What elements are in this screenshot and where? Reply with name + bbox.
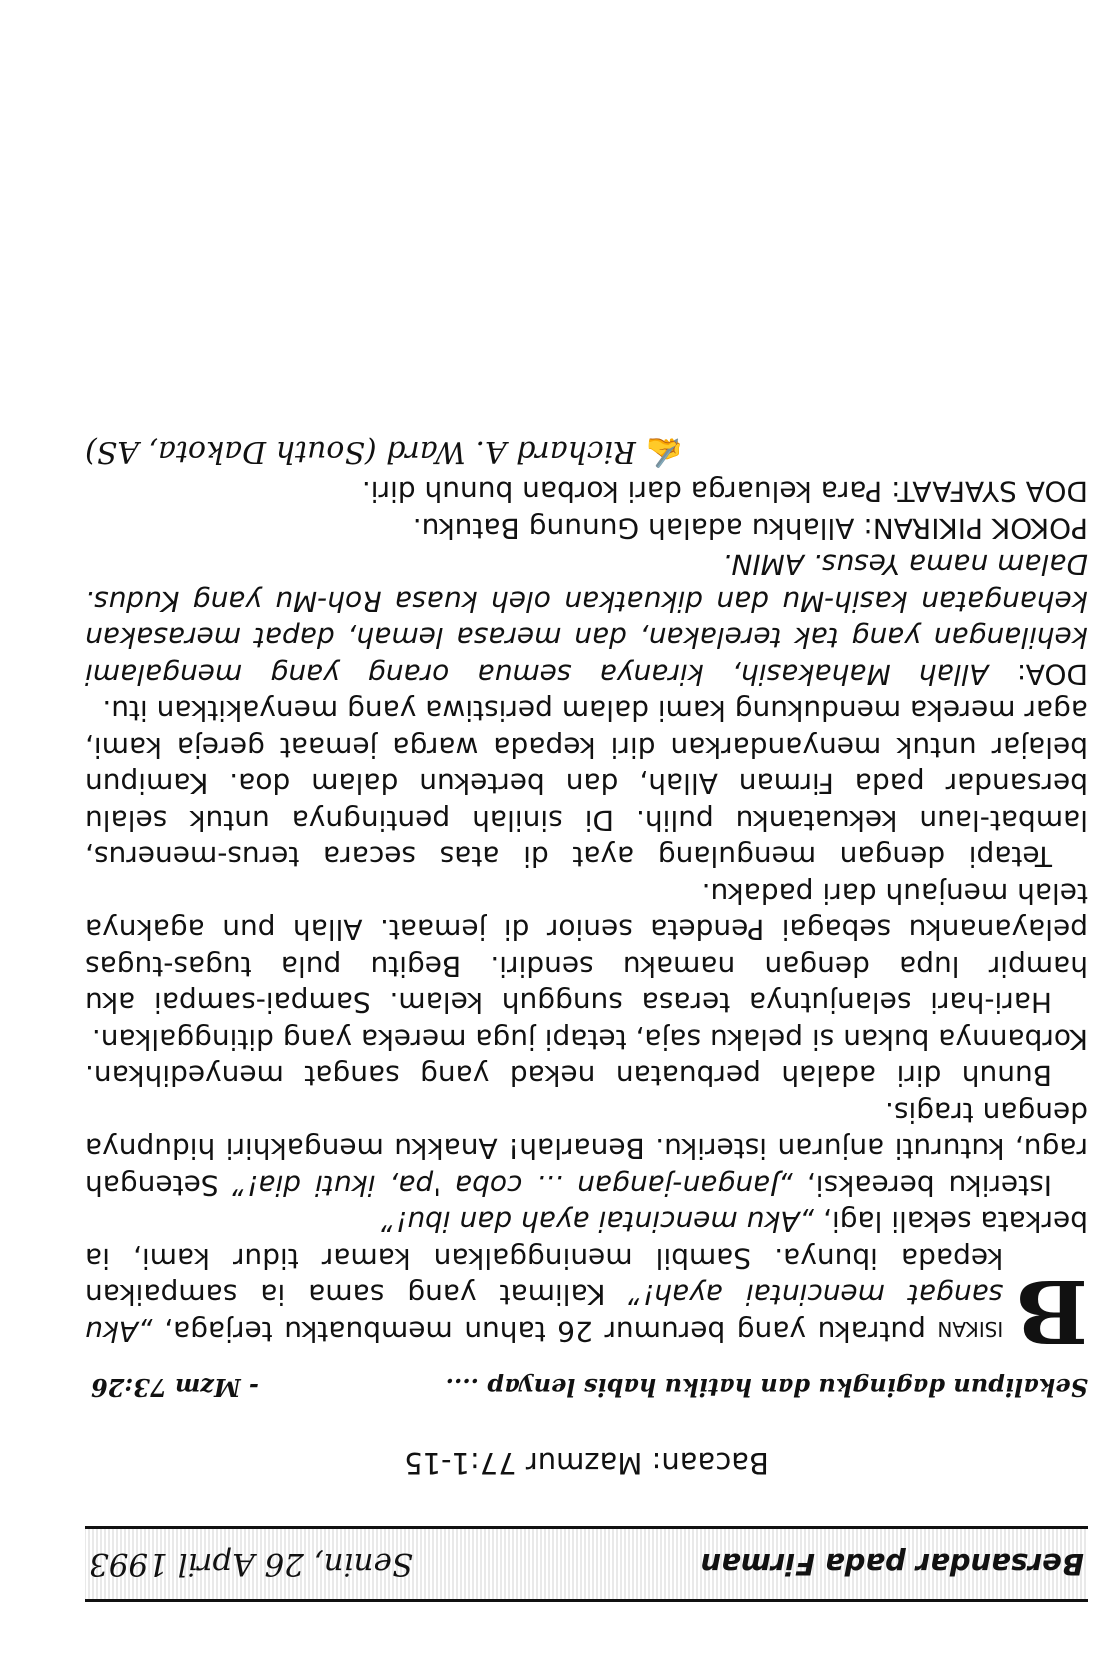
paragraph-1-text-a: putraku yang berumur 26 tahun membuatku terjaga, xyxy=(152,1315,938,1348)
opening-word: isikan xyxy=(937,1315,1004,1348)
paragraph-3: Bunuh diri adalah perbuatan nekad yang sangat menyedihkan. Korbannya bukan si pelaku saja, tetapi juga mereka yang ditinggalkan. xyxy=(85,1023,1088,1093)
header-title: Bersandar pada Firman xyxy=(700,1547,1084,1581)
pen-icon: ✍ xyxy=(645,434,684,469)
article-body xyxy=(85,473,1088,1361)
intercession xyxy=(85,473,1088,510)
paragraph-2-text-b: Setengah ragu, kuturuti anjuran isteriku. Benarlah! Anakku mengakhiri hidupnya dengan tragis. xyxy=(85,1096,1088,1202)
paragraph-1-quote-2: „Aku mencintai ayah dan ibu!” xyxy=(381,1205,815,1239)
author-line xyxy=(85,434,1088,469)
thought-for-day xyxy=(85,510,1088,547)
paragraph-2 xyxy=(85,1094,1088,1204)
epigraph-reference: - Mzm 73:26 xyxy=(91,1373,259,1402)
paragraph-2-quote: „Jangan-jangan ... coba 'pa, ikuti dia!” xyxy=(232,1169,793,1202)
header-rule xyxy=(85,1526,1088,1529)
intercession-text: Para keluarga dari korban bunuh diri. xyxy=(361,475,892,509)
prayer-text: Allah Mahakasih, kiranya semua orang yang mengalami kehilangan yang tak terelakan, dan merasa lemah, dapat merasakan kehangatan kasih-Mu dan dikuatkan oleh kuasa Roh-Mu yang Kudus. Dalam nama Yesus. AMIN. xyxy=(85,548,1088,691)
epigraph-text: Sekalipun dagingku dan hatiku habis lenyap .... xyxy=(445,1373,1088,1402)
thought-text: Allahku adalah Gunung Batuku. xyxy=(412,512,864,545)
top-rule xyxy=(85,1599,1088,1602)
paragraph-5: Tetapi dengan mengulang ayat di atas secara terus-menerus, lambat-laun kekuatanku pulih. Di sinilah pentingnya untuk selalu bersandar pada Firman Allah, dan bertekun dalam doa. Kamipun belajar untuk menyandarkan diri kepada warga jemaat gereja kami, agar mereka mendukung kami dalam peristiwa yang menyakitkan itu. xyxy=(85,694,1088,874)
paragraph-4: Hari-hari selanjutnya terasa sungguh kelam. Sampai-sampai aku hampir lupa dengan namaku sendiri. Begitu pula tugas-tugas pelayananku sebagai Pendeta senior di jemaat. Allah pun agaknya telah menjauh dari padaku. xyxy=(85,877,1088,1020)
prayer-label: DOA: xyxy=(1016,658,1088,691)
paragraph-2-text-a: Isteriku bereaksi, xyxy=(792,1169,1052,1202)
devotional-content xyxy=(85,434,1088,1602)
header xyxy=(85,1529,1088,1599)
reading-reference: Bacaan: Mazmur 77:1-15 xyxy=(404,1446,769,1480)
paragraph-1-quote-1: „Aku sangat mencintai ayah!” xyxy=(85,1278,1004,1348)
author-name: Richard A. Ward (South Dakota, AS) xyxy=(85,434,636,469)
paragraph-1-text-b: Kalimat yang sama ia sampaikan kepada ibunya. Sambil meninggalkan kamar tidur kami, ia berkata sekali lagi, xyxy=(85,1205,1088,1312)
intercession-label: DOA SYAFAAT: xyxy=(891,475,1088,509)
header-date: Senin, 26 April 1993 xyxy=(89,1546,414,1582)
drop-cap: B xyxy=(1015,1260,1088,1361)
paragraph-1 xyxy=(85,1203,1088,1361)
epigraph xyxy=(85,1373,1088,1402)
thought-label: POKOK PIKIRAN: xyxy=(863,512,1088,545)
prayer xyxy=(85,546,1088,692)
